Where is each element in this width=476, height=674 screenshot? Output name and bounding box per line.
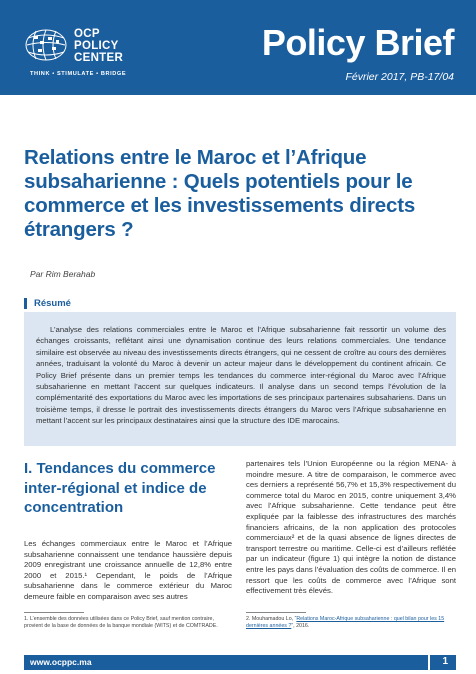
summary-label: Résumé xyxy=(34,297,71,309)
footnote-2-suffix: ”, 2016. xyxy=(291,622,310,629)
logo-line-1: OCP xyxy=(74,28,100,40)
author-line: Par Rim Berahab xyxy=(30,269,96,279)
section-1-title: I. Tendances du commerce inter-régional et indice de concentration xyxy=(24,460,216,516)
summary-box xyxy=(24,312,456,446)
footnote-2-link[interactable]: Relations Maroc-Afrique subsaharienne : quel bilan pour les 15 dernières années ? xyxy=(246,616,445,629)
section-1-paragraph-left: Les échanges commerciaux entre le Maroc et l’Afrique subsaharienne connaissent une tendance haussière depuis 2009 enregistrant une croissance annuelle de 12,8% entre 2000 et 2015.¹ Cependant, le poids de l’Afrique subsaharienne dans le commerce extérieur du Maroc demeure faible en comparaison avec ses autres xyxy=(24,539,232,601)
globe-logo-icon xyxy=(24,28,68,62)
footnote-1: 1. L’ensemble des données utilisées dans ce Policy Brief, sauf mention contraire, provient de la base de données de la banque mondiale (WITS) et de COMTRADE. xyxy=(24,616,218,629)
page-number: 1 xyxy=(442,656,448,667)
header-banner xyxy=(0,0,476,95)
date-reference: Février 2017, PB-17/04 xyxy=(345,71,454,83)
footer-separator xyxy=(428,655,430,670)
logo-line-3: CENTER xyxy=(74,52,124,64)
footnote-2 xyxy=(246,616,456,630)
footer-url-link[interactable]: www.ocppc.ma xyxy=(30,657,92,667)
footnote-rule-left xyxy=(24,612,84,613)
section-1-paragraph-right: partenaires tels l’Union Européenne ou la région MENA- à moindre mesure. A titre de comparaison, le commerce avec ces derniers a représenté 56,7% et 15,3% respectivement du commerce total du Maroc en 2015, contre uniquement 3,4% avec l’Afrique subsaharienne. Cette tendance peut être expliquée par la faiblesse des infrastructures des marchés financiers africains, de la non application des protocoles commerciaux² et de la quasi absence de lignes directes de transport terrestre ou maritime. Celle-ci est d’ailleurs reflétée par un indicateur (figure 1) qui intègre la notion de distance entre les pays dans l’évaluation des coûts de commerce. Il en ressort que les coûts de commerce avec l’Afrique sont effectivement très élevés. xyxy=(246,459,456,596)
summary-text: L’analyse des relations commerciales entre le Maroc et l’Afrique subsaharienne fait ressortir un volume des échanges croissants, reflétant ainsi une dynamisation continue des leurs relations commerciales. Une tendance similaire est observée au niveau des investissements directs étrangers, qui ne cessent de croître au cours des dernières années, traduisant la volonté du Maroc à devenir un acteur majeur dans le développement du continent africain. Ce Policy Brief présente dans un premier temps les tendances du commerce inter-régional du Maroc avec l’Afrique subsaharienne en mettant l’accent sur quelques indicateurs. Il analyse dans un second temps l’évolution de la complémentarité des exportations du Maroc avec les importations de ses principaux partenaires subsahariens. Dans un troisième temps, il dresse le portrait des investissements directs étrangers du Maroc vers l’Afrique subsaharienne en mettant l’accent sur les principaux destinataires ainsi que la structure des IDE marocains. xyxy=(36,325,446,426)
column-right xyxy=(246,459,456,597)
logo-line-2: POLICY xyxy=(74,40,119,52)
logo-text xyxy=(74,28,123,64)
footnote-2-prefix: 2. Mouhamadou Lo, “ xyxy=(246,616,297,622)
column-left xyxy=(24,539,232,603)
heading-bar-icon xyxy=(24,298,27,309)
document-title: Relations entre le Maroc et l’Afrique subsaharienne : Quels potentiels pour le commerce et les investissements directs étrangers ? xyxy=(24,146,416,241)
footer-bar xyxy=(24,655,456,670)
tagline: THINK • STIMULATE • BRIDGE xyxy=(30,71,127,77)
footnote-rule-right xyxy=(246,612,306,613)
summary-heading xyxy=(24,297,71,309)
policy-brief-title: Policy Brief xyxy=(261,22,454,63)
